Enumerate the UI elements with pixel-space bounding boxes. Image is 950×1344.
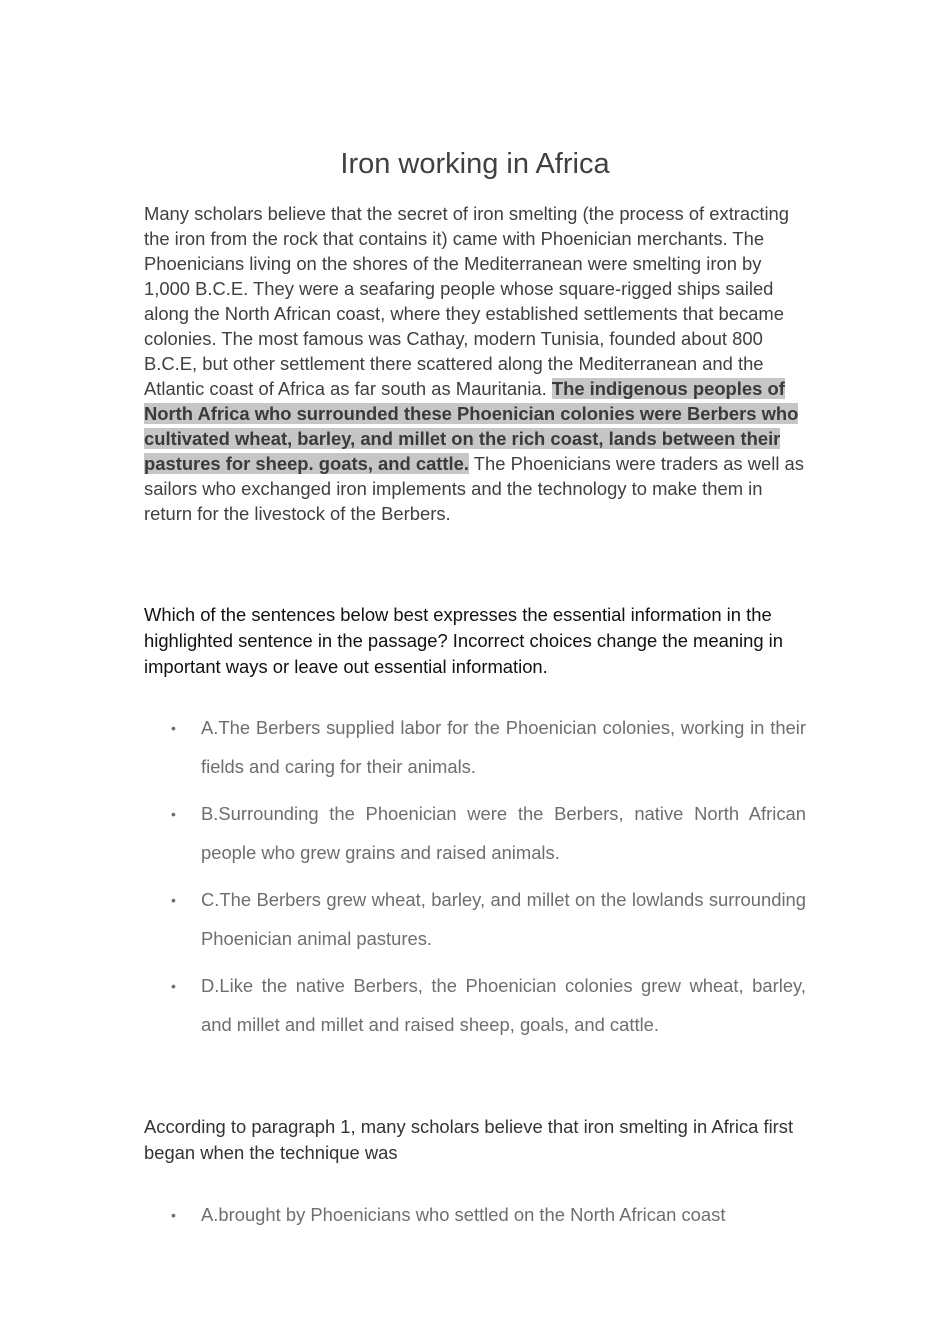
question-2-choices xyxy=(171,1196,806,1244)
bullet-icon: • xyxy=(171,1207,176,1223)
page-title: Iron working in Africa xyxy=(340,148,610,180)
choice-b[interactable] xyxy=(171,795,806,872)
bullet-icon: • xyxy=(171,892,176,908)
choice-b-text: B.Surrounding the Phoenician were the Berbers, native North African people who grew grains and raised animals. xyxy=(201,803,806,863)
choice-a[interactable] xyxy=(171,709,806,786)
highlighted-sentence: The indigenous peoples of North Africa who surrounded these Phoenician colonies were Berbers who cultivated wheat, barley, and millet on the rich coast, lands between their pastures for sheep. goats, and cattle. xyxy=(144,378,799,474)
choice-a-text: A.brought by Phoenicians who settled on the North African coast xyxy=(201,1204,726,1225)
passage-paragraph xyxy=(144,201,812,526)
bullet-icon: • xyxy=(171,720,176,736)
choice-c-text: C.The Berbers grew wheat, barley, and millet on the lowlands surrounding Phoenician animal pastures. xyxy=(201,889,806,949)
question-2-prompt: According to paragraph 1, many scholars believe that iron smelting in Africa first began when the technique was xyxy=(144,1116,794,1163)
choice-d-text: D.Like the native Berbers, the Phoenician colonies grew wheat, barley, and millet and millet and raised sheep, goals, and cattle. xyxy=(201,975,806,1035)
passage-text-after: The Phoenicians were traders as well as sailors who exchanged iron implements and the technology to make them in return for the livestock of the Berbers. xyxy=(144,453,804,524)
question-1-prompt: Which of the sentences below best expresses the essential information in the highlighted sentence in the passage? Incorrect choices change the meaning in important ways or leave out essential information. xyxy=(144,604,783,677)
bullet-icon: • xyxy=(171,978,176,994)
question-1-choices xyxy=(171,709,806,1053)
passage-text-before: Many scholars believe that the secret of iron smelting (the process of extracting the iron from the rock that contains it) came with Phoenician merchants. The Phoenicians living on the shores of the Mediterranean were smelting iron by 1,000 B.C.E. They were a seafaring people whose square-rigged ships sailed along the North African coast, where they established settlements that became colonies. The most famous was Cathay, modern Tunisia, founded about 800 B.C.E, but other settlement there scattered along the Mediterranean and the Atlantic coast of Africa as far south as Mauritania. xyxy=(144,203,790,399)
choice-a-text: A.The Berbers supplied labor for the Phoenician colonies, working in their fields and caring for their animals. xyxy=(201,717,806,777)
choice-a[interactable] xyxy=(171,1196,806,1235)
choice-c[interactable] xyxy=(171,881,806,958)
bullet-icon: • xyxy=(171,806,176,822)
choice-d[interactable] xyxy=(171,967,806,1044)
